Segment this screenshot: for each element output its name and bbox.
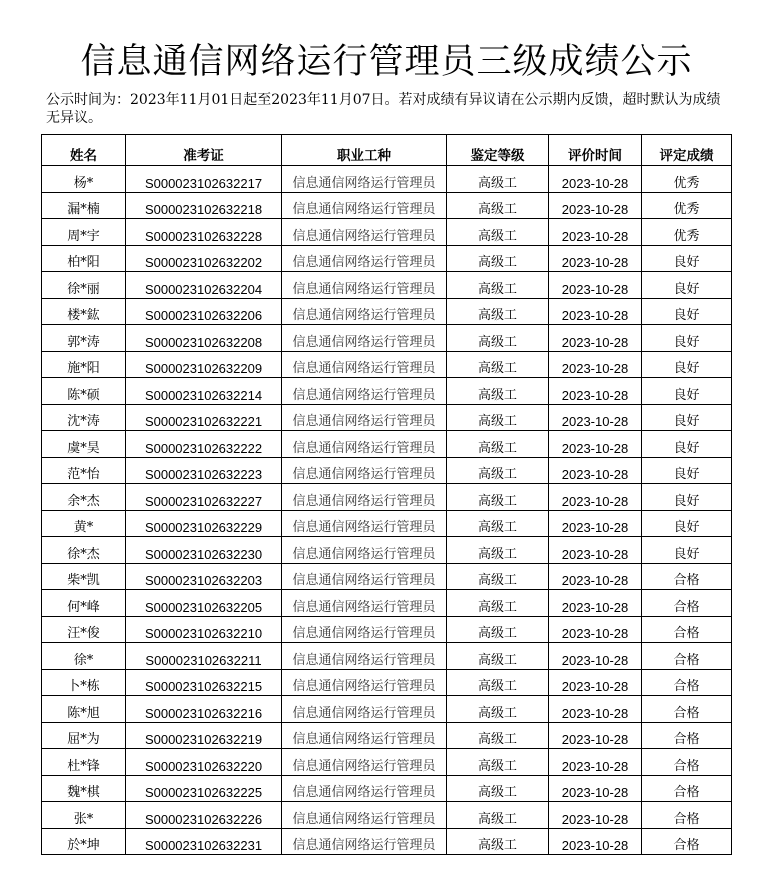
- cell-grade: 良好: [642, 245, 732, 272]
- cell-name: 施*阳: [42, 351, 126, 378]
- cell-level: 高级工: [447, 457, 549, 484]
- cell-ticket: S000023102632202: [126, 245, 282, 272]
- cell-occupation: 信息通信网络运行管理员: [282, 219, 447, 246]
- table-row: [42, 351, 732, 378]
- cell-date: 2023-10-28: [549, 643, 642, 670]
- cell-level: 高级工: [447, 245, 549, 272]
- cell-level: 高级工: [447, 192, 549, 219]
- cell-ticket: S000023102632227: [126, 484, 282, 511]
- cell-occupation: 信息通信网络运行管理员: [282, 431, 447, 458]
- cell-occupation: 信息通信网络运行管理员: [282, 616, 447, 643]
- cell-level: 高级工: [447, 484, 549, 511]
- cell-grade: 良好: [642, 404, 732, 431]
- cell-occupation: 信息通信网络运行管理员: [282, 245, 447, 272]
- cell-level: 高级工: [447, 325, 549, 352]
- table-row: [42, 537, 732, 564]
- cell-ticket: S000023102632210: [126, 616, 282, 643]
- cell-ticket: S000023102632225: [126, 775, 282, 802]
- cell-name: 於*坤: [42, 828, 126, 855]
- cell-level: 高级工: [447, 802, 549, 829]
- cell-date: 2023-10-28: [549, 298, 642, 325]
- cell-occupation: 信息通信网络运行管理员: [282, 749, 447, 776]
- cell-grade: 合格: [642, 722, 732, 749]
- cell-ticket: S000023102632218: [126, 192, 282, 219]
- cell-grade: 优秀: [642, 166, 732, 193]
- cell-name: 杜*锋: [42, 749, 126, 776]
- cell-date: 2023-10-28: [549, 431, 642, 458]
- cell-name: 汪*俊: [42, 616, 126, 643]
- cell-occupation: 信息通信网络运行管理员: [282, 563, 447, 590]
- cell-date: 2023-10-28: [549, 166, 642, 193]
- cell-date: 2023-10-28: [549, 351, 642, 378]
- cell-occupation: 信息通信网络运行管理员: [282, 166, 447, 193]
- cell-level: 高级工: [447, 166, 549, 193]
- cell-occupation: 信息通信网络运行管理员: [282, 351, 447, 378]
- table-row: [42, 325, 732, 352]
- cell-ticket: S000023102632208: [126, 325, 282, 352]
- cell-occupation: 信息通信网络运行管理员: [282, 537, 447, 564]
- cell-level: 高级工: [447, 775, 549, 802]
- cell-grade: 良好: [642, 510, 732, 537]
- cell-date: 2023-10-28: [549, 510, 642, 537]
- cell-date: 2023-10-28: [549, 192, 642, 219]
- cell-grade: 合格: [642, 696, 732, 723]
- cell-occupation: 信息通信网络运行管理员: [282, 775, 447, 802]
- cell-grade: 合格: [642, 669, 732, 696]
- cell-occupation: 信息通信网络运行管理员: [282, 378, 447, 405]
- cell-ticket: S000023102632230: [126, 537, 282, 564]
- table-header-row: [42, 135, 732, 166]
- cell-name: 郭*涛: [42, 325, 126, 352]
- table-row: [42, 272, 732, 299]
- cell-grade: 合格: [642, 590, 732, 617]
- cell-ticket: S000023102632214: [126, 378, 282, 405]
- cell-date: 2023-10-28: [549, 722, 642, 749]
- cell-grade: 良好: [642, 378, 732, 405]
- table-row: [42, 245, 732, 272]
- cell-grade: 良好: [642, 351, 732, 378]
- cell-level: 高级工: [447, 669, 549, 696]
- cell-grade: 合格: [642, 643, 732, 670]
- table-row: [42, 802, 732, 829]
- table-row: [42, 696, 732, 723]
- table-row: [42, 484, 732, 511]
- cell-name: 张*: [42, 802, 126, 829]
- cell-date: 2023-10-28: [549, 616, 642, 643]
- header-level: 鉴定等级: [447, 135, 549, 166]
- cell-name: 余*杰: [42, 484, 126, 511]
- cell-date: 2023-10-28: [549, 563, 642, 590]
- cell-name: 陈*硕: [42, 378, 126, 405]
- cell-date: 2023-10-28: [549, 696, 642, 723]
- table-row: [42, 192, 732, 219]
- cell-grade: 合格: [642, 563, 732, 590]
- cell-name: 楼*鈜: [42, 298, 126, 325]
- table-row: [42, 775, 732, 802]
- cell-occupation: 信息通信网络运行管理员: [282, 696, 447, 723]
- header-grade: 评定成绩: [642, 135, 732, 166]
- cell-ticket: S000023102632217: [126, 166, 282, 193]
- cell-name: 徐*杰: [42, 537, 126, 564]
- cell-name: 周*宇: [42, 219, 126, 246]
- table-row: [42, 298, 732, 325]
- cell-date: 2023-10-28: [549, 802, 642, 829]
- table-row: [42, 510, 732, 537]
- table-row: [42, 616, 732, 643]
- cell-occupation: 信息通信网络运行管理员: [282, 298, 447, 325]
- cell-name: 黄*: [42, 510, 126, 537]
- cell-grade: 合格: [642, 775, 732, 802]
- cell-occupation: 信息通信网络运行管理员: [282, 457, 447, 484]
- cell-ticket: S000023102632220: [126, 749, 282, 776]
- cell-grade: 良好: [642, 457, 732, 484]
- cell-date: 2023-10-28: [549, 219, 642, 246]
- cell-grade: 良好: [642, 484, 732, 511]
- table-row: [42, 378, 732, 405]
- cell-level: 高级工: [447, 351, 549, 378]
- cell-occupation: 信息通信网络运行管理员: [282, 192, 447, 219]
- cell-name: 漏*楠: [42, 192, 126, 219]
- results-table: [41, 134, 732, 855]
- cell-occupation: 信息通信网络运行管理员: [282, 722, 447, 749]
- cell-name: 沈*涛: [42, 404, 126, 431]
- cell-date: 2023-10-28: [549, 749, 642, 776]
- cell-ticket: S000023102632231: [126, 828, 282, 855]
- cell-date: 2023-10-28: [549, 590, 642, 617]
- cell-name: 徐*丽: [42, 272, 126, 299]
- table-row: [42, 457, 732, 484]
- cell-date: 2023-10-28: [549, 378, 642, 405]
- cell-ticket: S000023102632223: [126, 457, 282, 484]
- cell-name: 卜*栋: [42, 669, 126, 696]
- header-occupation: 职业工种: [282, 135, 447, 166]
- header-date: 评价时间: [549, 135, 642, 166]
- cell-name: 范*怡: [42, 457, 126, 484]
- cell-date: 2023-10-28: [549, 775, 642, 802]
- cell-level: 高级工: [447, 431, 549, 458]
- cell-occupation: 信息通信网络运行管理员: [282, 590, 447, 617]
- cell-ticket: S000023102632209: [126, 351, 282, 378]
- cell-occupation: 信息通信网络运行管理员: [282, 643, 447, 670]
- cell-level: 高级工: [447, 616, 549, 643]
- cell-level: 高级工: [447, 510, 549, 537]
- cell-grade: 良好: [642, 537, 732, 564]
- cell-name: 陈*旭: [42, 696, 126, 723]
- cell-date: 2023-10-28: [549, 325, 642, 352]
- cell-level: 高级工: [447, 537, 549, 564]
- cell-ticket: S000023102632204: [126, 272, 282, 299]
- cell-level: 高级工: [447, 643, 549, 670]
- cell-occupation: 信息通信网络运行管理员: [282, 828, 447, 855]
- cell-name: 屈*为: [42, 722, 126, 749]
- cell-grade: 合格: [642, 802, 732, 829]
- cell-date: 2023-10-28: [549, 404, 642, 431]
- cell-date: 2023-10-28: [549, 484, 642, 511]
- cell-date: 2023-10-28: [549, 669, 642, 696]
- cell-level: 高级工: [447, 298, 549, 325]
- table-row: [42, 431, 732, 458]
- cell-ticket: S000023102632229: [126, 510, 282, 537]
- table-row: [42, 722, 732, 749]
- notice-text: 公示时间为：2023年11月01日起至2023年11月07日。若对成绩有异议请在公示期内反馈，超时默认为成绩无异议。: [46, 92, 721, 126]
- cell-ticket: S000023102632216: [126, 696, 282, 723]
- cell-grade: 合格: [642, 828, 732, 855]
- cell-grade: 良好: [642, 272, 732, 299]
- cell-grade: 优秀: [642, 192, 732, 219]
- table-row: [42, 404, 732, 431]
- cell-date: 2023-10-28: [549, 457, 642, 484]
- cell-ticket: S000023102632219: [126, 722, 282, 749]
- table-row: [42, 749, 732, 776]
- cell-occupation: 信息通信网络运行管理员: [282, 510, 447, 537]
- cell-name: 柴*凯: [42, 563, 126, 590]
- table-row: [42, 590, 732, 617]
- cell-grade: 优秀: [642, 219, 732, 246]
- cell-level: 高级工: [447, 828, 549, 855]
- cell-occupation: 信息通信网络运行管理员: [282, 669, 447, 696]
- table-row: [42, 643, 732, 670]
- cell-name: 徐*: [42, 643, 126, 670]
- cell-ticket: S000023102632215: [126, 669, 282, 696]
- cell-level: 高级工: [447, 219, 549, 246]
- cell-level: 高级工: [447, 404, 549, 431]
- cell-grade: 良好: [642, 431, 732, 458]
- cell-level: 高级工: [447, 749, 549, 776]
- cell-date: 2023-10-28: [549, 537, 642, 564]
- cell-level: 高级工: [447, 696, 549, 723]
- cell-date: 2023-10-28: [549, 245, 642, 272]
- cell-grade: 良好: [642, 325, 732, 352]
- table-row: [42, 166, 732, 193]
- results-body: [42, 166, 732, 855]
- table-row: [42, 219, 732, 246]
- cell-ticket: S000023102632228: [126, 219, 282, 246]
- cell-ticket: S000023102632203: [126, 563, 282, 590]
- cell-name: 魏*棋: [42, 775, 126, 802]
- page-title: 信息通信网络运行管理员三级成绩公示: [80, 42, 693, 82]
- cell-occupation: 信息通信网络运行管理员: [282, 802, 447, 829]
- cell-name: 杨*: [42, 166, 126, 193]
- cell-level: 高级工: [447, 590, 549, 617]
- cell-name: 何*峰: [42, 590, 126, 617]
- cell-ticket: S000023102632205: [126, 590, 282, 617]
- cell-grade: 合格: [642, 749, 732, 776]
- cell-occupation: 信息通信网络运行管理员: [282, 484, 447, 511]
- cell-grade: 良好: [642, 298, 732, 325]
- cell-level: 高级工: [447, 272, 549, 299]
- header-ticket: 准考证: [126, 135, 282, 166]
- cell-name: 柏*阳: [42, 245, 126, 272]
- header-name: 姓名: [42, 135, 126, 166]
- cell-date: 2023-10-28: [549, 828, 642, 855]
- table-row: [42, 669, 732, 696]
- cell-name: 虞*昊: [42, 431, 126, 458]
- cell-level: 高级工: [447, 378, 549, 405]
- table-row: [42, 828, 732, 855]
- cell-occupation: 信息通信网络运行管理员: [282, 325, 447, 352]
- cell-level: 高级工: [447, 722, 549, 749]
- cell-ticket: S000023102632211: [126, 643, 282, 670]
- cell-ticket: S000023102632221: [126, 404, 282, 431]
- table-row: [42, 563, 732, 590]
- cell-ticket: S000023102632206: [126, 298, 282, 325]
- cell-ticket: S000023102632222: [126, 431, 282, 458]
- cell-grade: 合格: [642, 616, 732, 643]
- cell-occupation: 信息通信网络运行管理员: [282, 272, 447, 299]
- cell-date: 2023-10-28: [549, 272, 642, 299]
- cell-occupation: 信息通信网络运行管理员: [282, 404, 447, 431]
- cell-ticket: S000023102632226: [126, 802, 282, 829]
- cell-level: 高级工: [447, 563, 549, 590]
